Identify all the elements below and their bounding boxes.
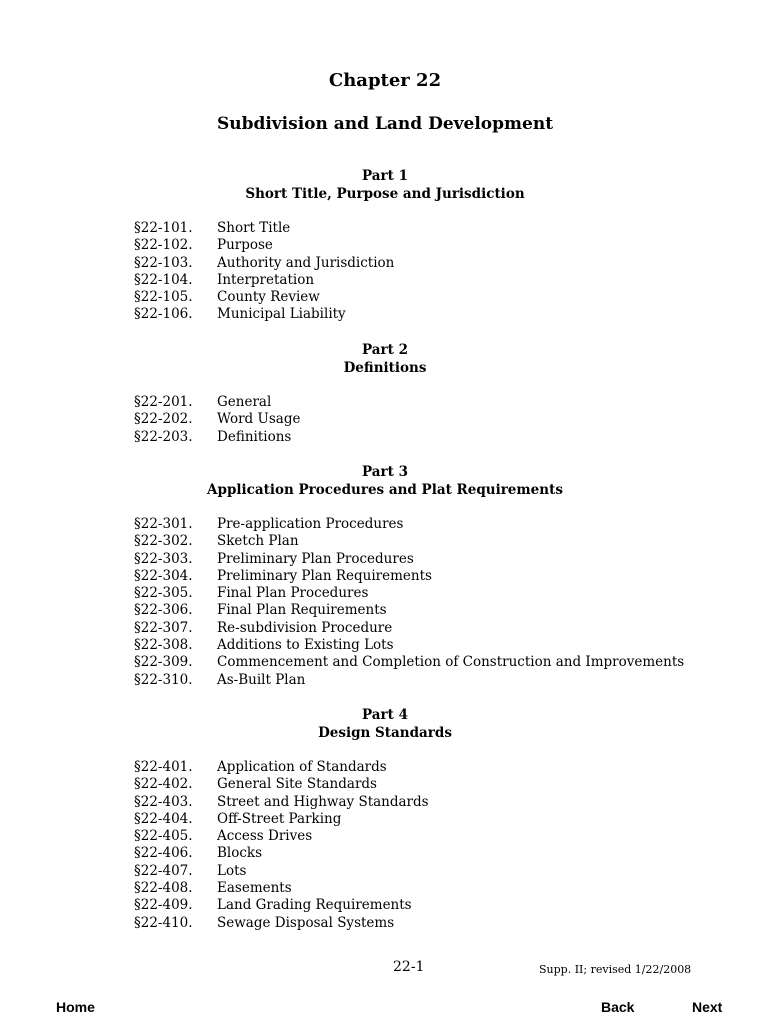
section-number: §22-409.: [134, 897, 193, 914]
section-number: §22-105.: [134, 289, 193, 306]
section-title: Commencement and Completion of Construction and Improvements: [217, 654, 685, 671]
section-number: §22-308.: [134, 637, 193, 654]
section-title: Additions to Existing Lots: [217, 637, 394, 654]
section-number: §22-406.: [134, 845, 193, 862]
section-title: Sketch Plan: [217, 533, 299, 550]
toc-row: [134, 585, 684, 602]
section-number: §22-102.: [134, 237, 193, 254]
toc-row: [134, 220, 394, 237]
section-title: General Site Standards: [217, 776, 377, 793]
part-3-label: Part 3: [362, 464, 408, 480]
toc-row: [134, 915, 429, 932]
toc-row: [134, 306, 394, 323]
toc-row: [134, 880, 429, 897]
part-1-title: Short Title, Purpose and Jurisdiction: [245, 186, 525, 202]
toc-row: [134, 845, 429, 862]
section-title: Preliminary Plan Procedures: [217, 550, 414, 567]
section-title: Blocks: [217, 845, 263, 862]
toc-row: [134, 429, 300, 446]
part-4-section-list: [134, 759, 429, 932]
section-title: Definitions: [217, 428, 292, 445]
section-number: §22-303.: [134, 550, 193, 567]
toc-row: [134, 828, 429, 845]
chapter-title: Subdivision and Land Development: [216, 114, 554, 134]
section-number: §22-402.: [134, 776, 193, 793]
part-1-section-list: [134, 220, 394, 324]
section-title: Final Plan Procedures: [217, 585, 369, 602]
toc-row: [134, 811, 429, 828]
toc-row: [134, 672, 684, 689]
part-1-label: Part 1: [362, 168, 408, 184]
section-title: Pre-application Procedures: [217, 516, 404, 532]
section-title: Easements: [217, 880, 292, 897]
section-title: As-Built Plan: [217, 671, 306, 688]
section-title: Short Title: [217, 220, 291, 236]
section-number: §22-310.: [134, 671, 193, 688]
part-2-title: Definitions: [343, 360, 427, 376]
toc-row: [134, 794, 429, 811]
section-number: §22-403.: [134, 793, 193, 810]
section-number: §22-408.: [134, 880, 193, 897]
section-title: Access Drives: [217, 828, 313, 845]
section-number: §22-302.: [134, 533, 193, 550]
toc-row: [134, 394, 300, 411]
back-link[interactable]: Back: [601, 999, 635, 1015]
section-title: Sewage Disposal Systems: [217, 914, 395, 931]
section-number: §22-103.: [134, 254, 193, 271]
part-2-section-list: [134, 394, 300, 446]
toc-row: [134, 759, 429, 776]
supplement-note: Supp. II; revised 1/22/2008: [539, 963, 692, 976]
part-4-title: Design Standards: [318, 725, 452, 741]
section-number: §22-201.: [134, 394, 193, 410]
toc-row: [134, 602, 684, 619]
section-title: Application of Standards: [217, 759, 387, 775]
section-number: §22-305.: [134, 585, 193, 602]
toc-row: [134, 411, 300, 428]
section-number: §22-401.: [134, 759, 193, 775]
toc-row: [134, 654, 684, 671]
toc-row: [134, 863, 429, 880]
section-title: Authority and Jurisdiction: [217, 254, 395, 271]
section-title: County Review: [217, 289, 320, 306]
section-title: General: [217, 394, 272, 410]
toc-row: [134, 776, 429, 793]
section-number: §22-203.: [134, 428, 193, 445]
chapter-heading: Chapter 22: [328, 70, 442, 91]
part-2-label: Part 2: [362, 342, 408, 358]
section-number: §22-405.: [134, 828, 193, 845]
section-title: Word Usage: [217, 411, 301, 428]
section-number: §22-106.: [134, 306, 193, 323]
section-title: Municipal Liability: [217, 306, 346, 323]
home-link[interactable]: Home: [56, 999, 95, 1015]
toc-row: [134, 620, 684, 637]
toc-row: [134, 637, 684, 654]
toc-row: [134, 237, 394, 254]
next-link[interactable]: Next: [692, 999, 723, 1015]
toc-row: [134, 568, 684, 585]
part-3-title: Application Procedures and Plat Requirements: [207, 482, 563, 498]
toc-row: [134, 551, 684, 568]
section-number: §22-309.: [134, 654, 193, 671]
toc-row: [134, 272, 394, 289]
section-title: Re-subdivision Procedure: [217, 619, 393, 636]
section-title: Street and Highway Standards: [217, 793, 429, 810]
toc-row: [134, 255, 394, 272]
section-title: Preliminary Plan Requirements: [217, 567, 432, 584]
section-number: §22-410.: [134, 914, 193, 931]
section-number: §22-104.: [134, 271, 193, 288]
section-number: §22-101.: [134, 220, 193, 236]
part-3-section-list: [134, 516, 684, 689]
section-number: §22-306.: [134, 602, 193, 619]
toc-row: [134, 533, 684, 550]
section-title: Lots: [217, 862, 247, 879]
section-title: Off-Street Parking: [217, 810, 342, 827]
section-title: Interpretation: [217, 271, 315, 288]
section-number: §22-407.: [134, 862, 193, 879]
section-number: §22-202.: [134, 411, 193, 428]
part-4-label: Part 4: [362, 707, 408, 723]
section-title: Land Grading Requirements: [217, 897, 412, 914]
page-number: 22-1: [393, 959, 425, 975]
toc-row: [134, 897, 429, 914]
section-number: §22-307.: [134, 619, 193, 636]
section-number: §22-301.: [134, 516, 193, 532]
section-title: Final Plan Requirements: [217, 602, 387, 619]
section-title: Purpose: [217, 237, 273, 254]
section-number: §22-404.: [134, 810, 193, 827]
section-number: §22-304.: [134, 567, 193, 584]
toc-row: [134, 289, 394, 306]
toc-row: [134, 516, 684, 533]
